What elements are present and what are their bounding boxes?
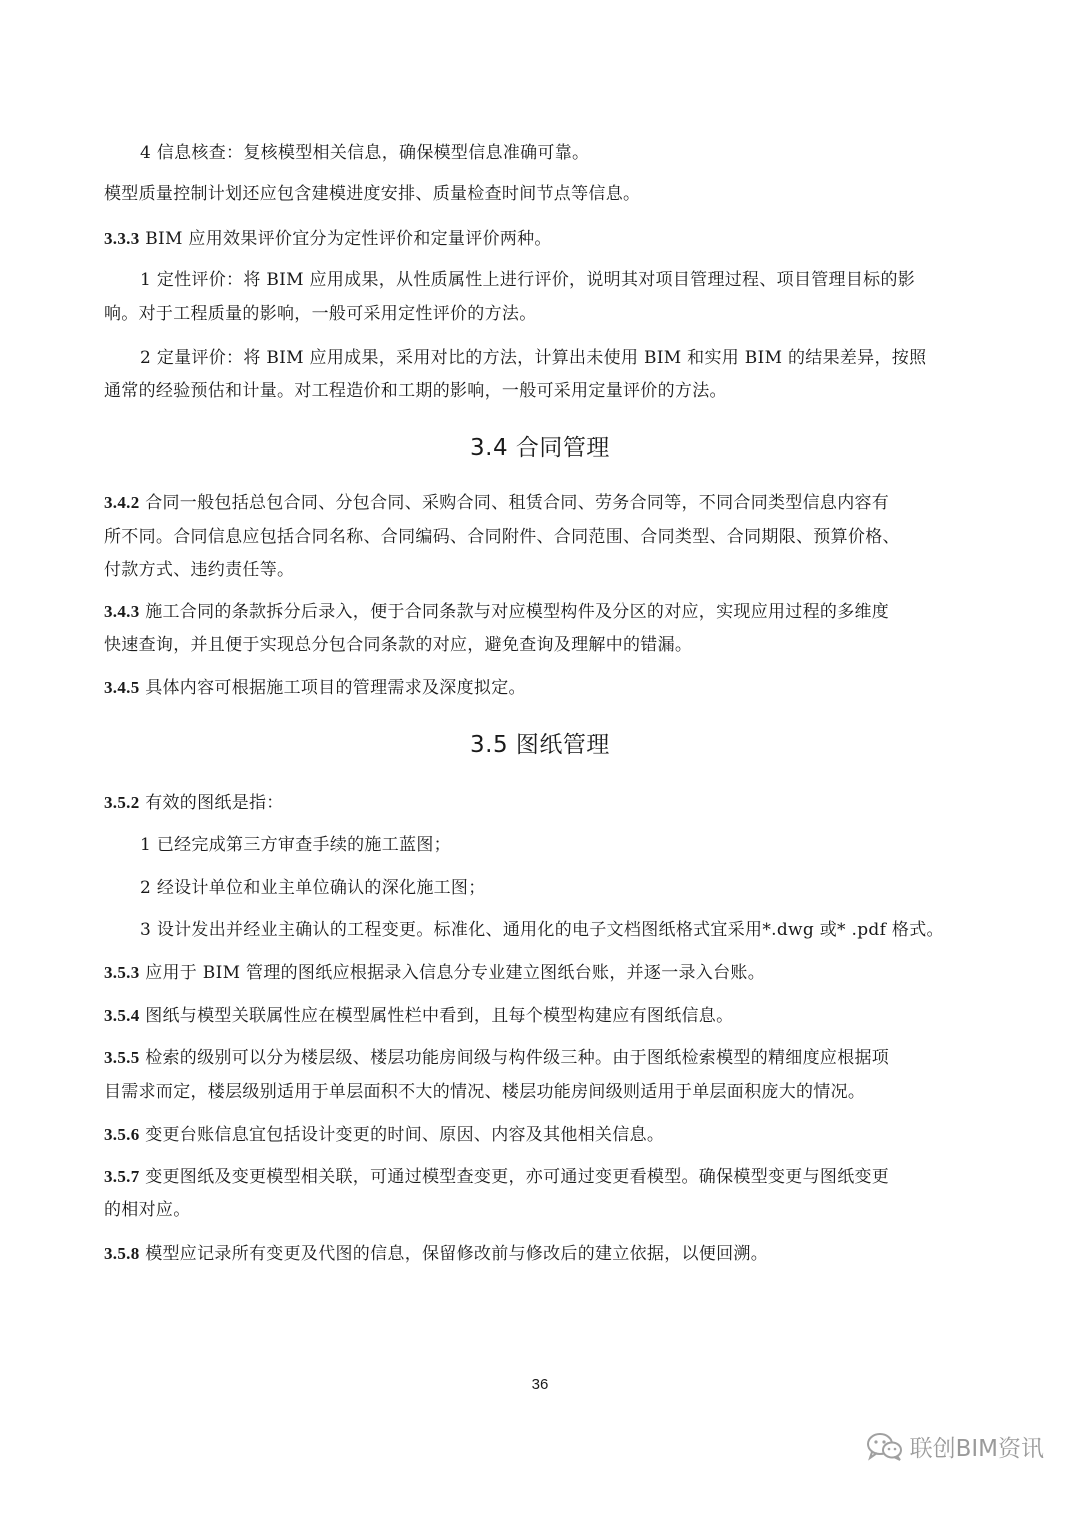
section-heading-3-5: 3.5 图纸管理 <box>470 732 610 758</box>
clause-3-5-8 <box>104 1242 768 1266</box>
paragraph-line: 目需求而定，楼层级别适用于单层面积不大的情况、楼层功能房间级则适用于单层面积庞大的情况。 <box>104 1082 866 1102</box>
clause-text: 具体内容可根据施工项目的管理需求及深度拟定。 <box>139 678 526 698</box>
paragraph-line: 的相对应。 <box>104 1200 191 1220</box>
clause-number: 3.3.3 <box>104 229 140 248</box>
clause-3-3-3 <box>104 227 552 251</box>
clause-text: 施工合同的条款拆分后录入，便于合同条款与对应模型构件及分区的对应，实现应用过程的多维度 <box>139 602 890 622</box>
clause-number: 3.5.7 <box>104 1167 140 1186</box>
clause-number: 3.5.4 <box>104 1006 140 1025</box>
clause-text: 变更图纸及变更模型相关联，可通过模型查变更，亦可通过变更看模型。确保模型变更与图纸变更 <box>139 1167 890 1187</box>
clause-3-4-3 <box>104 600 889 624</box>
clause-3-4-5 <box>104 676 526 700</box>
clause-text: 检索的级别可以分为楼层级、楼层功能房间级与构件级三种。由于图纸检索模型的精细度应根据项 <box>139 1048 890 1068</box>
clause-3-5-3 <box>104 961 765 985</box>
paragraph-line: 所不同。合同信息应包括合同名称、合同编码、合同附件、合同范围、合同类型、合同期限、预算价格、 <box>104 527 900 547</box>
clause-text: 图纸与模型关联属性应在模型属性栏中看到，且每个模型构建应有图纸信息。 <box>139 1006 734 1026</box>
clause-number: 3.4.3 <box>104 602 140 621</box>
clause-text: 应用于 BIM 管理的图纸应根据录入信息分专业建立图纸台账，并逐一录入台账。 <box>139 963 766 983</box>
clause-number: 3.4.2 <box>104 493 140 512</box>
clause-number: 3.5.5 <box>104 1048 140 1067</box>
list-item: 3 设计发出并经业主确认的工程变更。标准化、通用化的电子文档图纸格式宜采用*.dwg 或* .pdf 格式。 <box>140 920 944 940</box>
clause-text: 有效的图纸是指： <box>139 793 284 813</box>
page-number: 36 <box>531 1376 549 1393</box>
clause-3-5-4 <box>104 1004 733 1028</box>
watermark <box>866 1430 1044 1463</box>
watermark-text: 联创BIM资讯 <box>909 1436 1044 1462</box>
section-heading-3-4: 3.4 合同管理 <box>470 435 610 461</box>
paragraph-line: 1 定性评价：将 BIM 应用成果，从性质属性上进行评价，说明其对项目管理过程、项目管理目标的影 <box>140 270 916 290</box>
paragraph-line: 4 信息核查：复核模型相关信息，确保模型信息准确可靠。 <box>140 143 590 163</box>
list-item: 2 经设计单位和业主单位确认的深化施工图； <box>140 878 486 898</box>
clause-3-5-7 <box>104 1165 889 1189</box>
paragraph-line: 快速查询，并且便于实现总分包合同条款的对应，避免查询及理解中的错漏。 <box>104 635 693 655</box>
clause-text: 变更台账信息宜包括设计变更的时间、原因、内容及其他相关信息。 <box>139 1125 665 1145</box>
paragraph-line: 付款方式、违约责任等。 <box>104 560 295 580</box>
paragraph-line: 2 定量评价：将 BIM 应用成果，采用对比的方法，计算出未使用 BIM 和实用 BIM 的结果差异，按照 <box>140 348 927 368</box>
wechat-icon <box>866 1432 904 1462</box>
clause-number: 3.5.2 <box>104 793 140 812</box>
list-item: 1 已经完成第三方审查手续的施工蓝图； <box>140 835 451 855</box>
paragraph-line: 通常的经验预估和计量。对工程造价和工期的影响，一般可采用定量评价的方法。 <box>104 381 727 401</box>
clause-number: 3.5.3 <box>104 963 140 982</box>
paragraph-line: 模型质量控制计划还应包含建模进度安排、质量检查时间节点等信息。 <box>104 184 641 204</box>
clause-text: 合同一般包括总包合同、分包合同、采购合同、租赁合同、劳务合同等，不同合同类型信息内容有 <box>139 493 890 513</box>
clause-number: 3.5.8 <box>104 1244 140 1263</box>
clause-number: 3.5.6 <box>104 1125 140 1144</box>
paragraph-line: 响。对于工程质量的影响，一般可采用定性评价的方法。 <box>104 304 537 324</box>
clause-number: 3.4.5 <box>104 678 140 697</box>
clause-3-5-5 <box>104 1046 889 1070</box>
clause-text: BIM 应用效果评价宜分为定性评价和定量评价两种。 <box>139 229 552 249</box>
clause-3-4-2 <box>104 491 889 515</box>
clause-3-5-6 <box>104 1123 664 1147</box>
clause-text: 模型应记录所有变更及代图的信息，保留修改前与修改后的建立依据，以便回溯。 <box>139 1244 769 1264</box>
clause-3-5-2 <box>104 791 284 815</box>
